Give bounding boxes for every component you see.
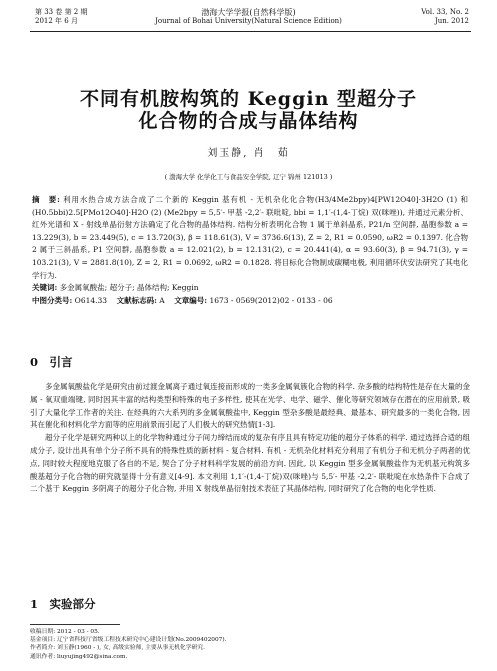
- article-number: 1673 - 0569(2012)02 - 0133 - 06: [209, 295, 333, 305]
- doc-code: A: [159, 295, 165, 305]
- footnote-received: 收稿日期: 2012 - 03 - 05.: [30, 629, 100, 635]
- keywords-label: 关键词:: [32, 283, 58, 293]
- abstract-label: 摘 要:: [32, 195, 60, 204]
- volume-issue-en: Vol. 33, No. 2: [421, 8, 469, 16]
- authors: 刘玉静, 肖 茹: [207, 148, 290, 159]
- footnote-fund: 基金项目: 辽宁省科技厅省级工程技术研究中心建设计划(No.2009402007).: [30, 637, 227, 644]
- doc-code-label: 文献标志码:: [116, 295, 157, 305]
- journal-name-en: Journal of Bohai University(Natural Science Edition): [155, 17, 342, 25]
- article-number-label: 文章编号:: [174, 295, 208, 305]
- abstract-block: [32, 194, 468, 307]
- abstract-text: 利用水热合成方法合成了二个新的 Keggin 基有机 - 无机杂化化合物(H3/4Me2bpy)4[PW12O40]·3H2O (1) 和(H0.5bbi)2.5[PMo12O40]·H2O (2) (Me2bpy = 5,5′- 甲基 -2,2′- 联吡啶, bbi = 1,1′-(1,4-丁烷) 双(咪唑)), 并通过元素分析、红外光谱和 X - 射线单晶衍射方法确定了化合物的晶体结构. 结构分析表明化合物 1 属于单斜晶系, P21/n 空间群, 晶胞参数 a = 13.229(3), b = 23.449(5), c = 13.720(3), β = 118.61(3), V = 3736.6(13), Z = 2, R1 = 0.0590, ωR2 = 0.1397. 化合物 2 属于三斜晶系, P1 空间群, 晶胞参数 a = 12.021(2), b = 12.131(2), c = 20.441(4), α = 93.60(3), β = 94.71(3), γ = 103.21(3), V = 2881.8(10), Z = 2, R1 = 0.0692, ωR2 = 0.1828. 将目标化合物制成碳糊电极, 利用循环伏安法研究了其电化学行为.: [32, 195, 468, 280]
- publication-date-en: Jun. 2012: [434, 17, 469, 25]
- clc-label: 中图分类号:: [32, 295, 73, 305]
- section-heading-experimental: 1 实验部分: [30, 597, 96, 611]
- header-divider: [30, 31, 471, 32]
- running-header-right: [421, 8, 469, 26]
- intro-paragraph-2: 超分子化学是研究两种以上的化学物种通过分子间力缔结而成的复杂有序且具有特定功能的超分子体系的科学. 通过选择合适的组成分子, 设计出具有单个分子所不具有的特殊性质的新材料 - 复合材料. 有机 - 无机杂化材料充分利用了有机分子和无机分子两者的优点, 同时较大程度地克服了各自的不足, 契合了分子材料科学发展的前沿方向. 因此, 以 Keggin 型多金属氧酸盐作为无机基元构筑多酸基超分子化合物的研究就显得十分有意义[4-9]. 本文利用 1,1′-(1,4-丁烷)双(咪唑)与 5,5′- 甲基 -2,2′- 联吡啶在水热条件下合成了二个基于 Keggin 多阴离子的超分子化合物, 并用 X 射线单晶衍射技术表征了其晶体结构, 同时研究了化合物的电化学性质.: [30, 433, 470, 494]
- section-heading-introduction: 0 引言: [30, 355, 73, 369]
- introduction-body: [30, 381, 470, 496]
- journal-name-cn: 渤海大学学报(自然科学版): [201, 8, 296, 17]
- keywords: 多金属氧酸盐; 超分子; 晶体结构; Keggin: [59, 283, 199, 293]
- paper-title-line2: 化合物的合成与晶体结构: [138, 110, 359, 132]
- footnote-block: [30, 628, 470, 661]
- clc-number: O614.33: [74, 295, 108, 305]
- footnote-author-bio: 作者简介: 刘玉静(1960 - ), 女, 高级实验师, 主要从事无机化学研究.: [30, 645, 205, 652]
- intro-paragraph-1: 多金属氧酸盐化学是研究由前过渡金属离子通过氧连接而形成的一类多金属氧簇化合物的科学. 杂多酸的结构特性是存在大量的金属 - 氧双重端键, 同时因其丰富的结构类型和特殊的电子多样性, 使其在光学、电学、磁学、催化等研究领域存在潜在的应用前景, 吸引了大量化学工作者的关注. 在经典的六大系列的多金属氧酸盐中, Keggin 型杂多酸是最经典、最基本、研究最多的一类化合物, 因其在催化和材料化学方面等的应用前景而引起了人们极大的研究热情[1-3].: [30, 382, 470, 430]
- footnote-email: 通讯作者: liuyujing492@sina.com.: [30, 653, 128, 660]
- publication-date: 2012 年 6 月: [35, 17, 78, 25]
- affiliation: ( 渤海大学 化学化工与食品安全学院, 辽宁 锦州 121013 ): [164, 173, 333, 181]
- paper-title-line1: 不同有机胺构筑的 Keggin 型超分子: [79, 88, 418, 110]
- footnote-divider: [30, 624, 120, 625]
- volume-issue: 第 33 卷 第 2 期: [35, 8, 88, 16]
